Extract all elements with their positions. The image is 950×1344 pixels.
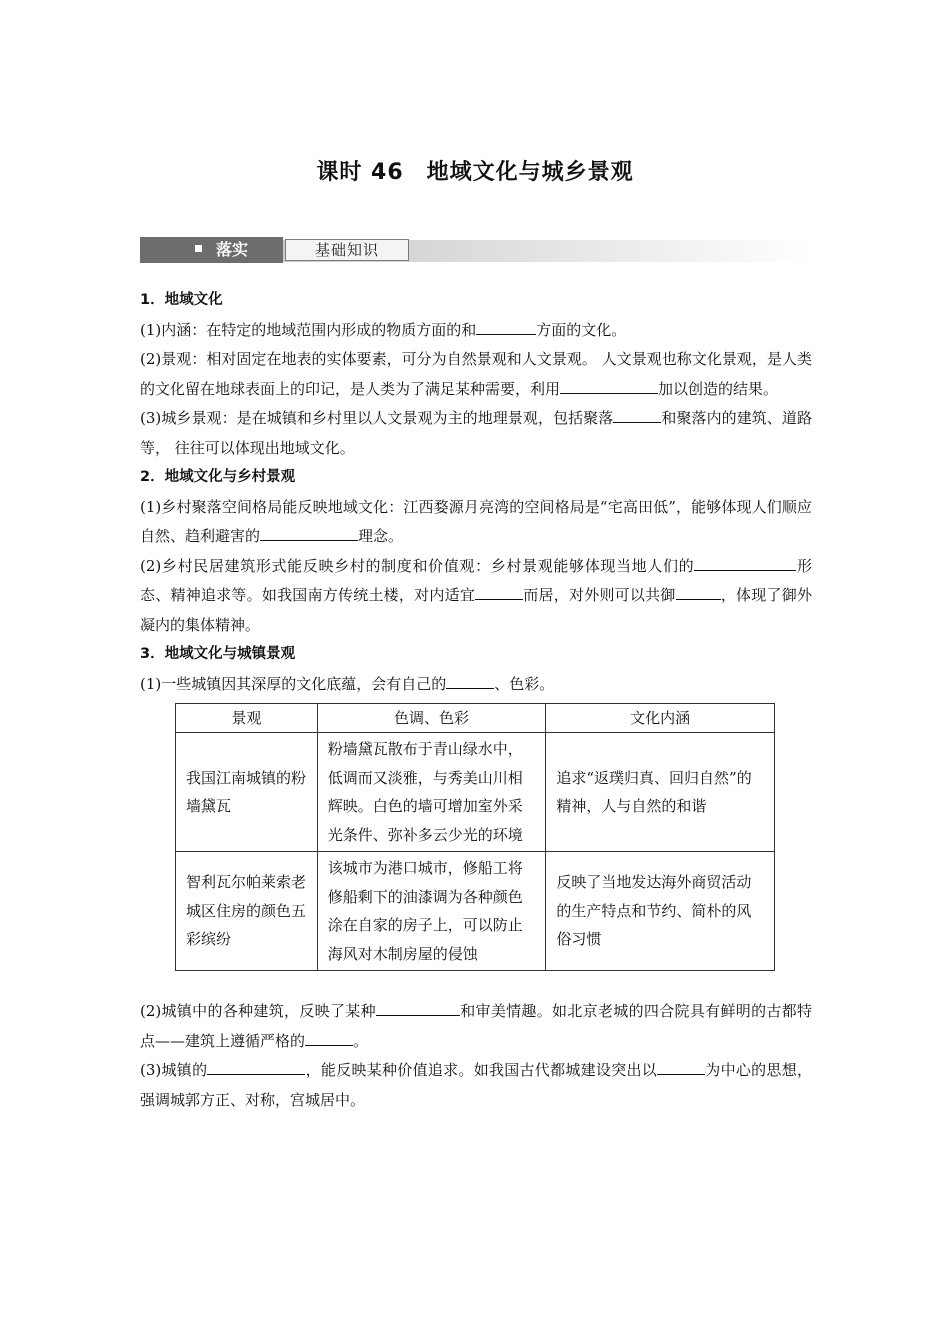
fill-blank: [446, 670, 494, 689]
square-bullet-icon: [195, 245, 202, 252]
fill-blank: [376, 997, 460, 1016]
table-cell: 反映了当地发达海外商贸活动的生产特点和节约、简朴的风俗习惯: [546, 852, 775, 971]
fill-blank: [260, 522, 358, 541]
table-header: 色调、色彩: [317, 704, 546, 733]
paragraph: (3)城乡景观：是在城镇和乡村里以人文景观为主的地理景观，包括聚落 和聚落内的建筑、道路等， 往往可以体现出地域文化。: [140, 404, 812, 463]
table-row: [176, 852, 775, 971]
fill-blank: [207, 1056, 305, 1075]
paragraph: (3)城镇的 ，能反映某种价值追求。如我国古代都城建设突出以 为中心的思想，强调城郭方正、对称，宫城居中。: [140, 1056, 812, 1115]
table-header: 景观: [176, 704, 318, 733]
page-title: 课时 46 地域文化与城乡景观: [316, 160, 634, 185]
table-cell: 粉墙黛瓦散布于青山绿水中，低调而又淡雅，与秀美山川相辉映。白色的墙可增加室外采光条件、弥补多云少光的环境: [317, 733, 546, 852]
fill-blank: [305, 1027, 353, 1046]
paragraph: (1)一些城镇因其深厚的文化底蕴，会有自己的 、色彩。: [140, 670, 812, 700]
landscape-table: [175, 703, 775, 971]
section2-heading: 2．地域文化与乡村景观: [140, 469, 296, 485]
fill-blank: [560, 375, 658, 394]
section3-heading: 3．地域文化与城镇景观: [140, 646, 296, 662]
table-cell: 该城市为港口城市，修船工将修船剩下的油漆调为各种颜色涂在自家的房子上，可以防止海风对木制房屋的侵蚀: [317, 852, 546, 971]
banner-light-tab: 基础知识: [285, 239, 409, 261]
section-banner: [140, 237, 810, 265]
paragraph: (1)内涵：在特定的地域范围内形成的物质方面的和 方面的文化。: [140, 316, 812, 346]
table-row: [176, 733, 775, 852]
table-cell: 追求“返璞归真、回归自然”的精神，人与自然的和谐: [546, 733, 775, 852]
paragraph: (2)乡村民居建筑形式能反映乡村的制度和价值观：乡村景观能够体现当地人们的 形态、精神追求等。如我国南方传统土楼，对内适宜 而居，对外则可以共御 ，体现了御外凝内的集体精神。: [140, 552, 812, 641]
content: [140, 286, 812, 1115]
fill-blank: [657, 1056, 705, 1075]
fill-blank: [694, 552, 770, 571]
fill-blank: [676, 581, 714, 600]
paragraph: (2)城镇中的各种建筑，反映了某种 和审美情趣。如北京老城的四合院具有鲜明的古都特点——建筑上遵循严格的 。: [140, 997, 812, 1056]
fill-blank: [475, 581, 523, 600]
table-cell: 智利瓦尔帕莱索老城区住房的颜色五彩缤纷: [176, 852, 318, 971]
paragraph: (1)乡村聚落空间格局能反映地域文化：江西婺源月亮湾的空间格局是“宅高田低”，能够体现人们顺应自然、趋利避害的 理念。: [140, 497, 812, 545]
fill-blank: [770, 552, 796, 571]
fill-blank: [613, 404, 661, 423]
banner-dark-tab: [140, 237, 283, 263]
table-header-row: [176, 704, 775, 733]
paragraph: (2)景观：相对固定在地表的实体要素，可分为自然景观和人文景观。 人文景观也称文化景观，是人类的文化留在地球表面上的印记，是人类为了满足某种需要，利用 加以创造的结果。: [140, 350, 812, 398]
banner-dark-label: 落实: [216, 240, 249, 259]
table-cell: 我国江南城镇的粉墙黛瓦: [176, 733, 318, 852]
fill-blank: [714, 581, 721, 600]
section1-heading: 1．地域文化: [140, 292, 223, 308]
table-header: 文化内涵: [546, 704, 775, 733]
fill-blank: [476, 316, 536, 335]
